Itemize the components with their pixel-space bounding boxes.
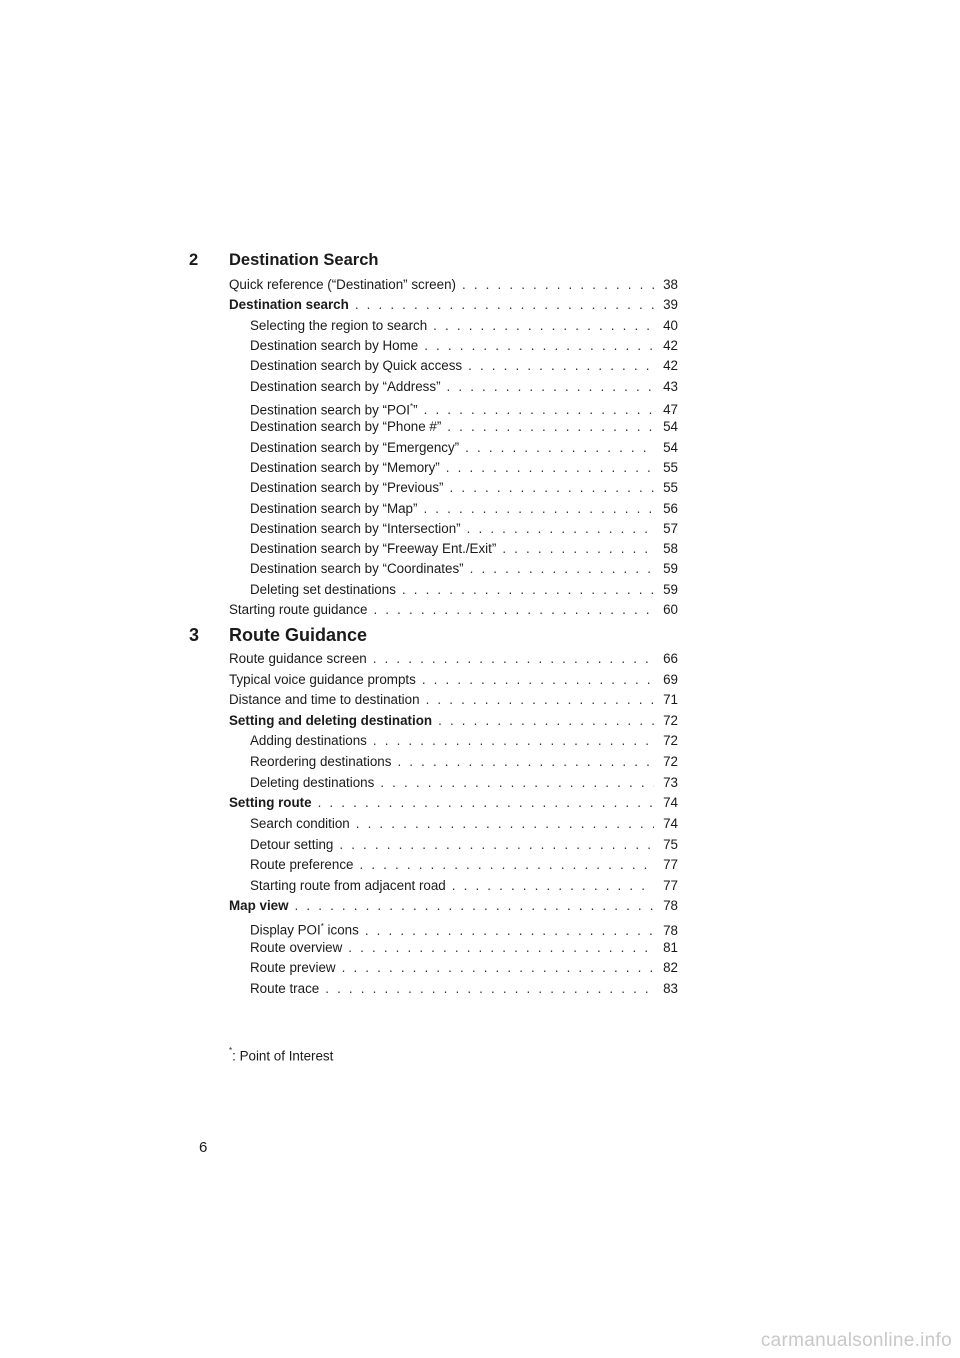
toc-entry xyxy=(250,979,678,999)
toc-entry xyxy=(250,917,678,937)
toc-entry xyxy=(250,876,678,896)
toc-entry-page: 75 xyxy=(663,836,678,852)
toc-entry-page: 47 xyxy=(663,402,678,418)
toc-entry-label: Destination search xyxy=(229,297,349,313)
toc-entry xyxy=(250,835,678,855)
toc-entry-page: 56 xyxy=(663,500,678,516)
toc-entry-page: 83 xyxy=(663,980,678,996)
toc-entry-label: Route preview xyxy=(250,960,336,976)
toc-entry-label: Destination search by “Memory” xyxy=(250,459,440,475)
toc-entry-page: 74 xyxy=(663,795,678,811)
dot-leader xyxy=(450,478,654,498)
toc-entry xyxy=(229,670,678,690)
toc-entry-page: 40 xyxy=(663,317,678,333)
toc-entry-label: Starting route from adjacent road xyxy=(250,877,446,893)
watermark: carmanualsonline.info xyxy=(760,1330,952,1351)
toc-entry xyxy=(250,356,678,376)
dot-leader xyxy=(380,773,654,793)
toc-entry-page: 38 xyxy=(663,277,678,292)
toc-entry-page: 72 xyxy=(663,733,678,749)
toc-entry xyxy=(250,580,678,600)
toc-entry-page: 59 xyxy=(663,581,678,597)
toc-entry-label: Destination search by “Address” xyxy=(250,378,441,394)
dot-leader xyxy=(356,814,654,834)
toc-entry xyxy=(250,336,678,356)
toc-entry xyxy=(250,438,678,458)
page-number: 6 xyxy=(199,1139,208,1156)
toc-entry-label: Route trace xyxy=(250,980,320,996)
toc-entry xyxy=(250,499,678,519)
toc-entry-label: Destination search by “Phone #” xyxy=(250,419,442,435)
toc-entry-page: 74 xyxy=(663,815,678,831)
toc-entry-label: Deleting set destinations xyxy=(250,581,396,597)
dot-leader xyxy=(325,979,654,999)
toc-entry-page: 39 xyxy=(663,297,678,313)
dot-leader xyxy=(348,938,654,958)
dot-leader xyxy=(424,336,654,356)
dot-leader xyxy=(339,835,654,855)
toc-entry-label: Destination search by “Previous” xyxy=(250,480,444,496)
toc-entry-label: Setting route xyxy=(229,795,312,811)
toc-entry xyxy=(250,938,678,958)
toc-entry-label: Destination search by “Emergency” xyxy=(250,439,460,455)
toc-entry-label: Detour setting xyxy=(250,836,334,852)
toc-entry-label: Destination search by “Freeway Ent./Exit” xyxy=(250,541,497,557)
toc-entry-page: 72 xyxy=(663,754,678,770)
dot-leader xyxy=(423,499,654,519)
section-title: Route Guidance xyxy=(229,625,368,645)
dot-leader xyxy=(462,275,654,295)
toc-entry-page: 54 xyxy=(663,419,678,435)
toc-entry xyxy=(229,649,678,669)
toc-entry xyxy=(229,793,678,813)
toc-entry xyxy=(250,316,678,336)
dot-leader xyxy=(426,690,654,710)
toc-entry-page: 66 xyxy=(663,651,678,666)
dot-leader xyxy=(318,793,654,813)
toc-entry-label: Typical voice guidance prompts xyxy=(229,671,416,687)
toc-entry xyxy=(250,417,678,437)
toc-entry xyxy=(250,855,678,875)
toc-entry-page: 72 xyxy=(663,712,678,728)
toc-entry-label: Destination search by “Map” xyxy=(250,500,418,516)
section-number: 2 xyxy=(189,251,199,269)
section-heading xyxy=(189,247,378,273)
toc-entry-page: 77 xyxy=(663,857,678,873)
dot-leader xyxy=(447,377,654,397)
toc-entry-page: 55 xyxy=(663,459,678,475)
footnote-marker: * xyxy=(229,1046,233,1055)
toc-entry xyxy=(229,711,678,731)
toc-entry-label: Destination search by Quick access xyxy=(250,358,463,374)
toc-entry-label: Route guidance screen xyxy=(229,651,367,666)
dot-leader xyxy=(402,580,654,600)
toc-entry-page: 77 xyxy=(663,877,678,893)
toc-entry-label: Quick reference (“Destination” screen) xyxy=(229,277,456,292)
toc-entry-page: 82 xyxy=(663,960,678,976)
footnote-text: : Point of Interest xyxy=(232,1048,334,1064)
section-title: Destination Search xyxy=(229,251,379,269)
dot-leader xyxy=(465,438,654,458)
toc-entry-page: 69 xyxy=(663,671,678,687)
toc-entry-label: Route preference xyxy=(250,857,354,873)
toc-entry-page: 43 xyxy=(663,378,678,394)
toc-entry-page: 55 xyxy=(663,480,678,496)
toc-entry xyxy=(250,731,678,751)
toc-entry xyxy=(229,600,678,620)
dot-leader xyxy=(359,855,654,875)
toc-entry xyxy=(250,478,678,498)
toc-entry-page: 71 xyxy=(663,692,678,708)
toc-entry-label: Adding destinations xyxy=(250,733,367,749)
toc-entry xyxy=(250,397,678,417)
footnote xyxy=(229,1043,333,1066)
toc-entry-label: Destination search by “POI*” xyxy=(250,401,418,418)
toc-entry-label: Setting and deleting destination xyxy=(229,712,433,728)
dot-leader xyxy=(397,752,654,772)
toc-entry-page: 42 xyxy=(663,337,678,353)
toc-entry xyxy=(250,773,678,793)
toc-entry-label: Selecting the region to search xyxy=(250,317,428,333)
toc-entry xyxy=(250,559,678,579)
toc-entry-label: Search condition xyxy=(250,815,350,831)
dot-leader xyxy=(467,519,654,539)
dot-leader xyxy=(373,649,654,669)
toc-entry-label: Starting route guidance xyxy=(229,602,368,618)
dot-leader xyxy=(447,417,654,437)
dot-leader xyxy=(468,356,654,376)
toc-entry-page: 60 xyxy=(663,602,678,618)
toc-entry-page: 73 xyxy=(663,774,678,790)
toc-entry xyxy=(229,295,678,315)
toc-entry xyxy=(250,539,678,559)
section-number: 3 xyxy=(189,625,200,645)
toc-entry-label: Route overview xyxy=(250,939,343,955)
toc-entry-label: Destination search by “Coordinates” xyxy=(250,561,464,577)
toc-entry-page: 42 xyxy=(663,358,678,374)
dot-leader xyxy=(422,670,654,690)
toc-entry-label: Reordering destinations xyxy=(250,754,392,770)
toc-entry xyxy=(250,519,678,539)
toc-entry-page: 81 xyxy=(663,939,678,955)
toc-entry xyxy=(229,275,678,295)
toc-entry-page: 58 xyxy=(663,541,678,557)
dot-leader xyxy=(373,731,654,751)
dot-leader xyxy=(433,316,654,336)
section-heading xyxy=(189,622,367,648)
footnote-marker: * xyxy=(320,922,324,932)
toc-entry-page: 54 xyxy=(663,439,678,455)
toc-entry-label: Display POI* icons xyxy=(250,922,359,938)
toc-entry-label: Deleting destinations xyxy=(250,774,375,790)
dot-leader xyxy=(355,295,654,315)
toc-entry xyxy=(250,458,678,478)
toc-entry-page: 57 xyxy=(663,520,678,536)
toc-entry-label: Map view xyxy=(229,898,289,914)
toc-entry-label: Destination search by Home xyxy=(250,337,419,353)
toc-entry-label: Destination search by “Intersection” xyxy=(250,520,461,536)
dot-leader xyxy=(446,458,654,478)
dot-leader xyxy=(342,958,654,978)
footnote-marker: * xyxy=(410,401,414,411)
dot-leader xyxy=(502,539,654,559)
toc-entry-label: Distance and time to destination xyxy=(229,692,420,708)
toc-entry xyxy=(229,690,678,710)
toc-entry xyxy=(250,752,678,772)
dot-leader xyxy=(295,896,654,916)
dot-leader xyxy=(373,600,654,620)
toc-entry xyxy=(250,958,678,978)
dot-leader xyxy=(452,876,654,896)
dot-leader xyxy=(438,711,654,731)
toc-entry-page: 59 xyxy=(663,561,678,577)
toc-entry xyxy=(250,377,678,397)
toc-entry xyxy=(250,814,678,834)
toc-entry xyxy=(229,896,678,916)
toc-entry-page: 78 xyxy=(663,898,678,914)
dot-leader xyxy=(470,559,654,579)
toc-entry-page: 78 xyxy=(663,922,678,938)
